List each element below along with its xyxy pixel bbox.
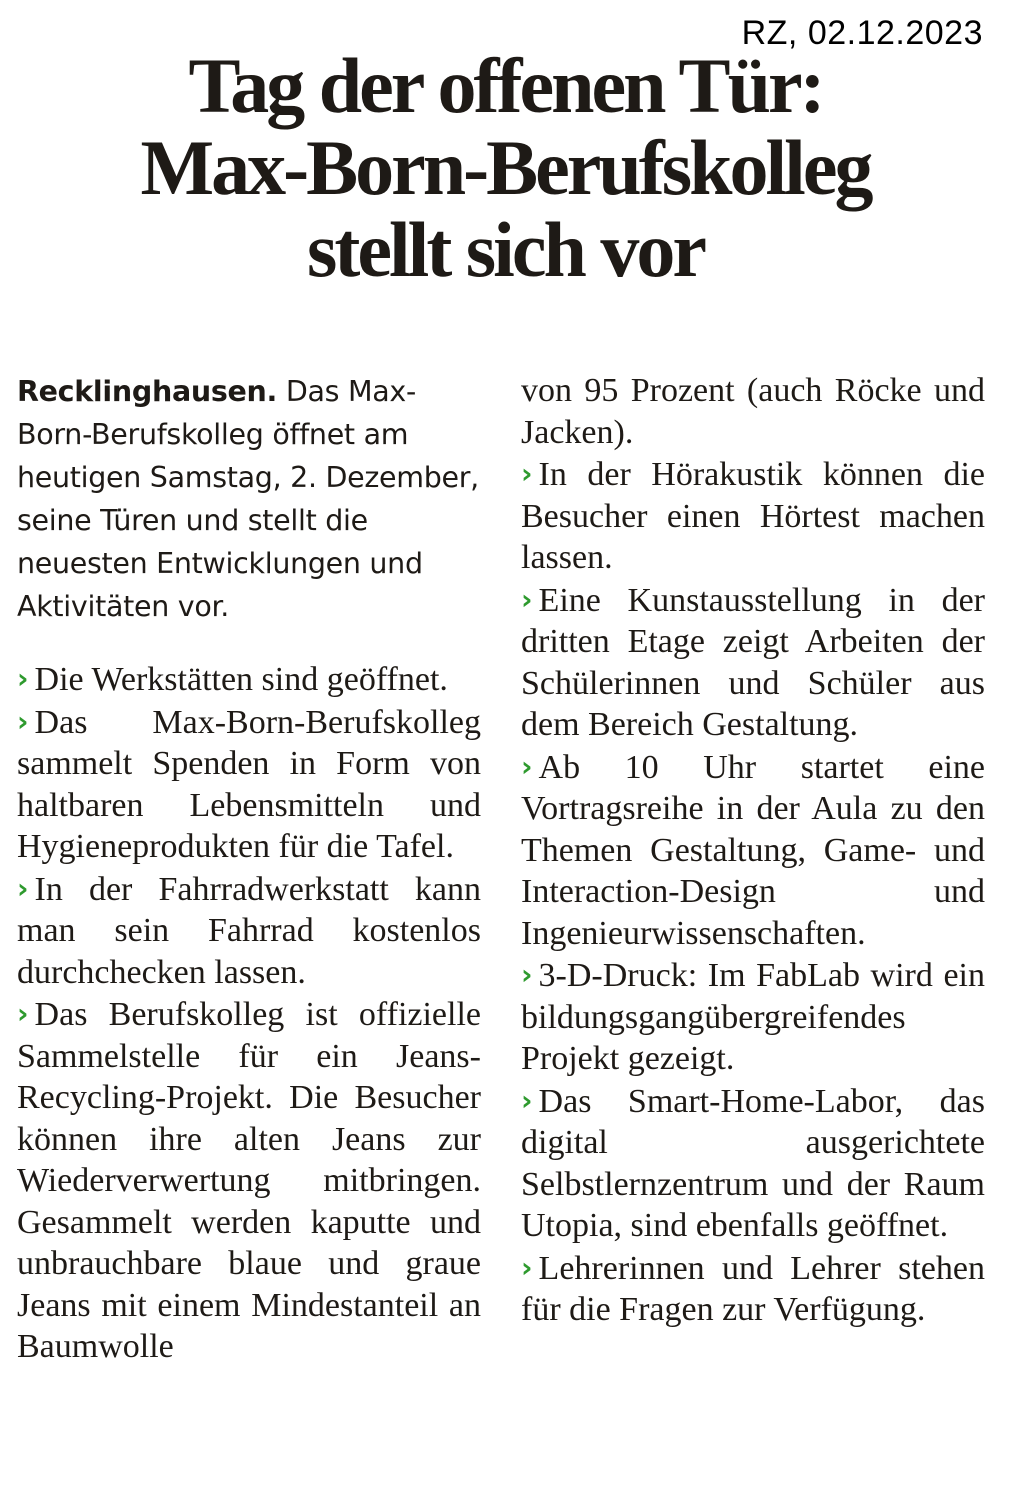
bullet-arrow-icon: › bbox=[17, 662, 29, 695]
list-item: › Eine Kunstausstellung in der dritten Etage zeigt Arbeiten der Schülerinnen und Schüler aus dem Bereich Gestaltung. bbox=[521, 579, 985, 746]
list-item: › In der Fahrradwerkstatt kann man sein Fahrrad kostenlos durchchecken lassen. bbox=[17, 868, 481, 994]
bullet-arrow-icon: › bbox=[521, 582, 533, 616]
intro-text: Das Max-Born-Berufskolleg öffnet am heutigen Samstag, 2. Dezember, seine Türen und stellt die neuesten Entwicklungen und Aktivitäten vor. bbox=[17, 375, 479, 623]
list-item: › Das Smart-Home-Labor, das digital ausgerichtete Selbstlernzentrum und der Raum Utopia, sind ebenfalls geöffnet. bbox=[521, 1080, 985, 1247]
bullet-arrow-icon: › bbox=[17, 997, 29, 1030]
headline-line-3: stellt sich vor bbox=[307, 206, 704, 293]
list-item: › Das Berufskolleg ist offizielle Sammelstelle für ein Jeans-Recycling-Projekt. Die Besucher können ihre alten Jeans zur Wiederverwertung mitbringen. Gesammelt werden kaputte und unbrauchbare blaue und graue Jeans mit einem Mindestanteil an Baumwolle bbox=[17, 993, 481, 1368]
dateline-place: Recklinghausen. bbox=[17, 375, 278, 408]
list-item: › Ab 10 Uhr startet eine Vortragsreihe in der Aula zu den Themen Gestaltung, Game- und Interaction-Design und Ingenieurwissenschaften. bbox=[521, 746, 985, 955]
bullet-arrow-icon: › bbox=[521, 958, 533, 991]
bullet-arrow-icon: › bbox=[17, 704, 29, 738]
article-column-right bbox=[521, 370, 985, 1331]
list-item-continuation: von 95 Prozent (auch Röcke und Jacken). bbox=[521, 372, 985, 451]
list-item: › Lehrerinnen und Lehrer stehen für die Fragen zur Verfügung. bbox=[521, 1247, 985, 1331]
list-item: › In der Hörakustik können die Besucher einen Hörtest machen lassen. bbox=[521, 453, 985, 579]
headline-line-1: Tag der offenen Tür: bbox=[188, 42, 823, 129]
list-item: › Das Max-Born-Berufskolleg sammelt Spenden in Form von haltbaren Lebensmitteln und Hygieneprodukten für die Tafel. bbox=[17, 701, 481, 868]
bullet-arrow-icon: › bbox=[521, 1083, 533, 1117]
bullet-arrow-icon: › bbox=[521, 457, 533, 490]
list-item: › 3-D-Druck: Im FabLab wird ein bildungsgangübergreifendes Projekt gezeigt. bbox=[521, 954, 985, 1080]
list-item: › Die Werkstätten sind geöffnet. bbox=[17, 658, 481, 701]
source-date-label: RZ, 02.12.2023 bbox=[741, 14, 983, 52]
bullet-arrow-icon: › bbox=[521, 1250, 533, 1284]
bullet-arrow-icon: › bbox=[17, 871, 29, 905]
intro-paragraph bbox=[17, 370, 481, 628]
headline bbox=[0, 42, 1011, 293]
headline-line-2: Max-Born-Berufskolleg bbox=[140, 124, 871, 211]
article-column-left bbox=[17, 370, 481, 1368]
bullet-arrow-icon: › bbox=[521, 749, 533, 783]
